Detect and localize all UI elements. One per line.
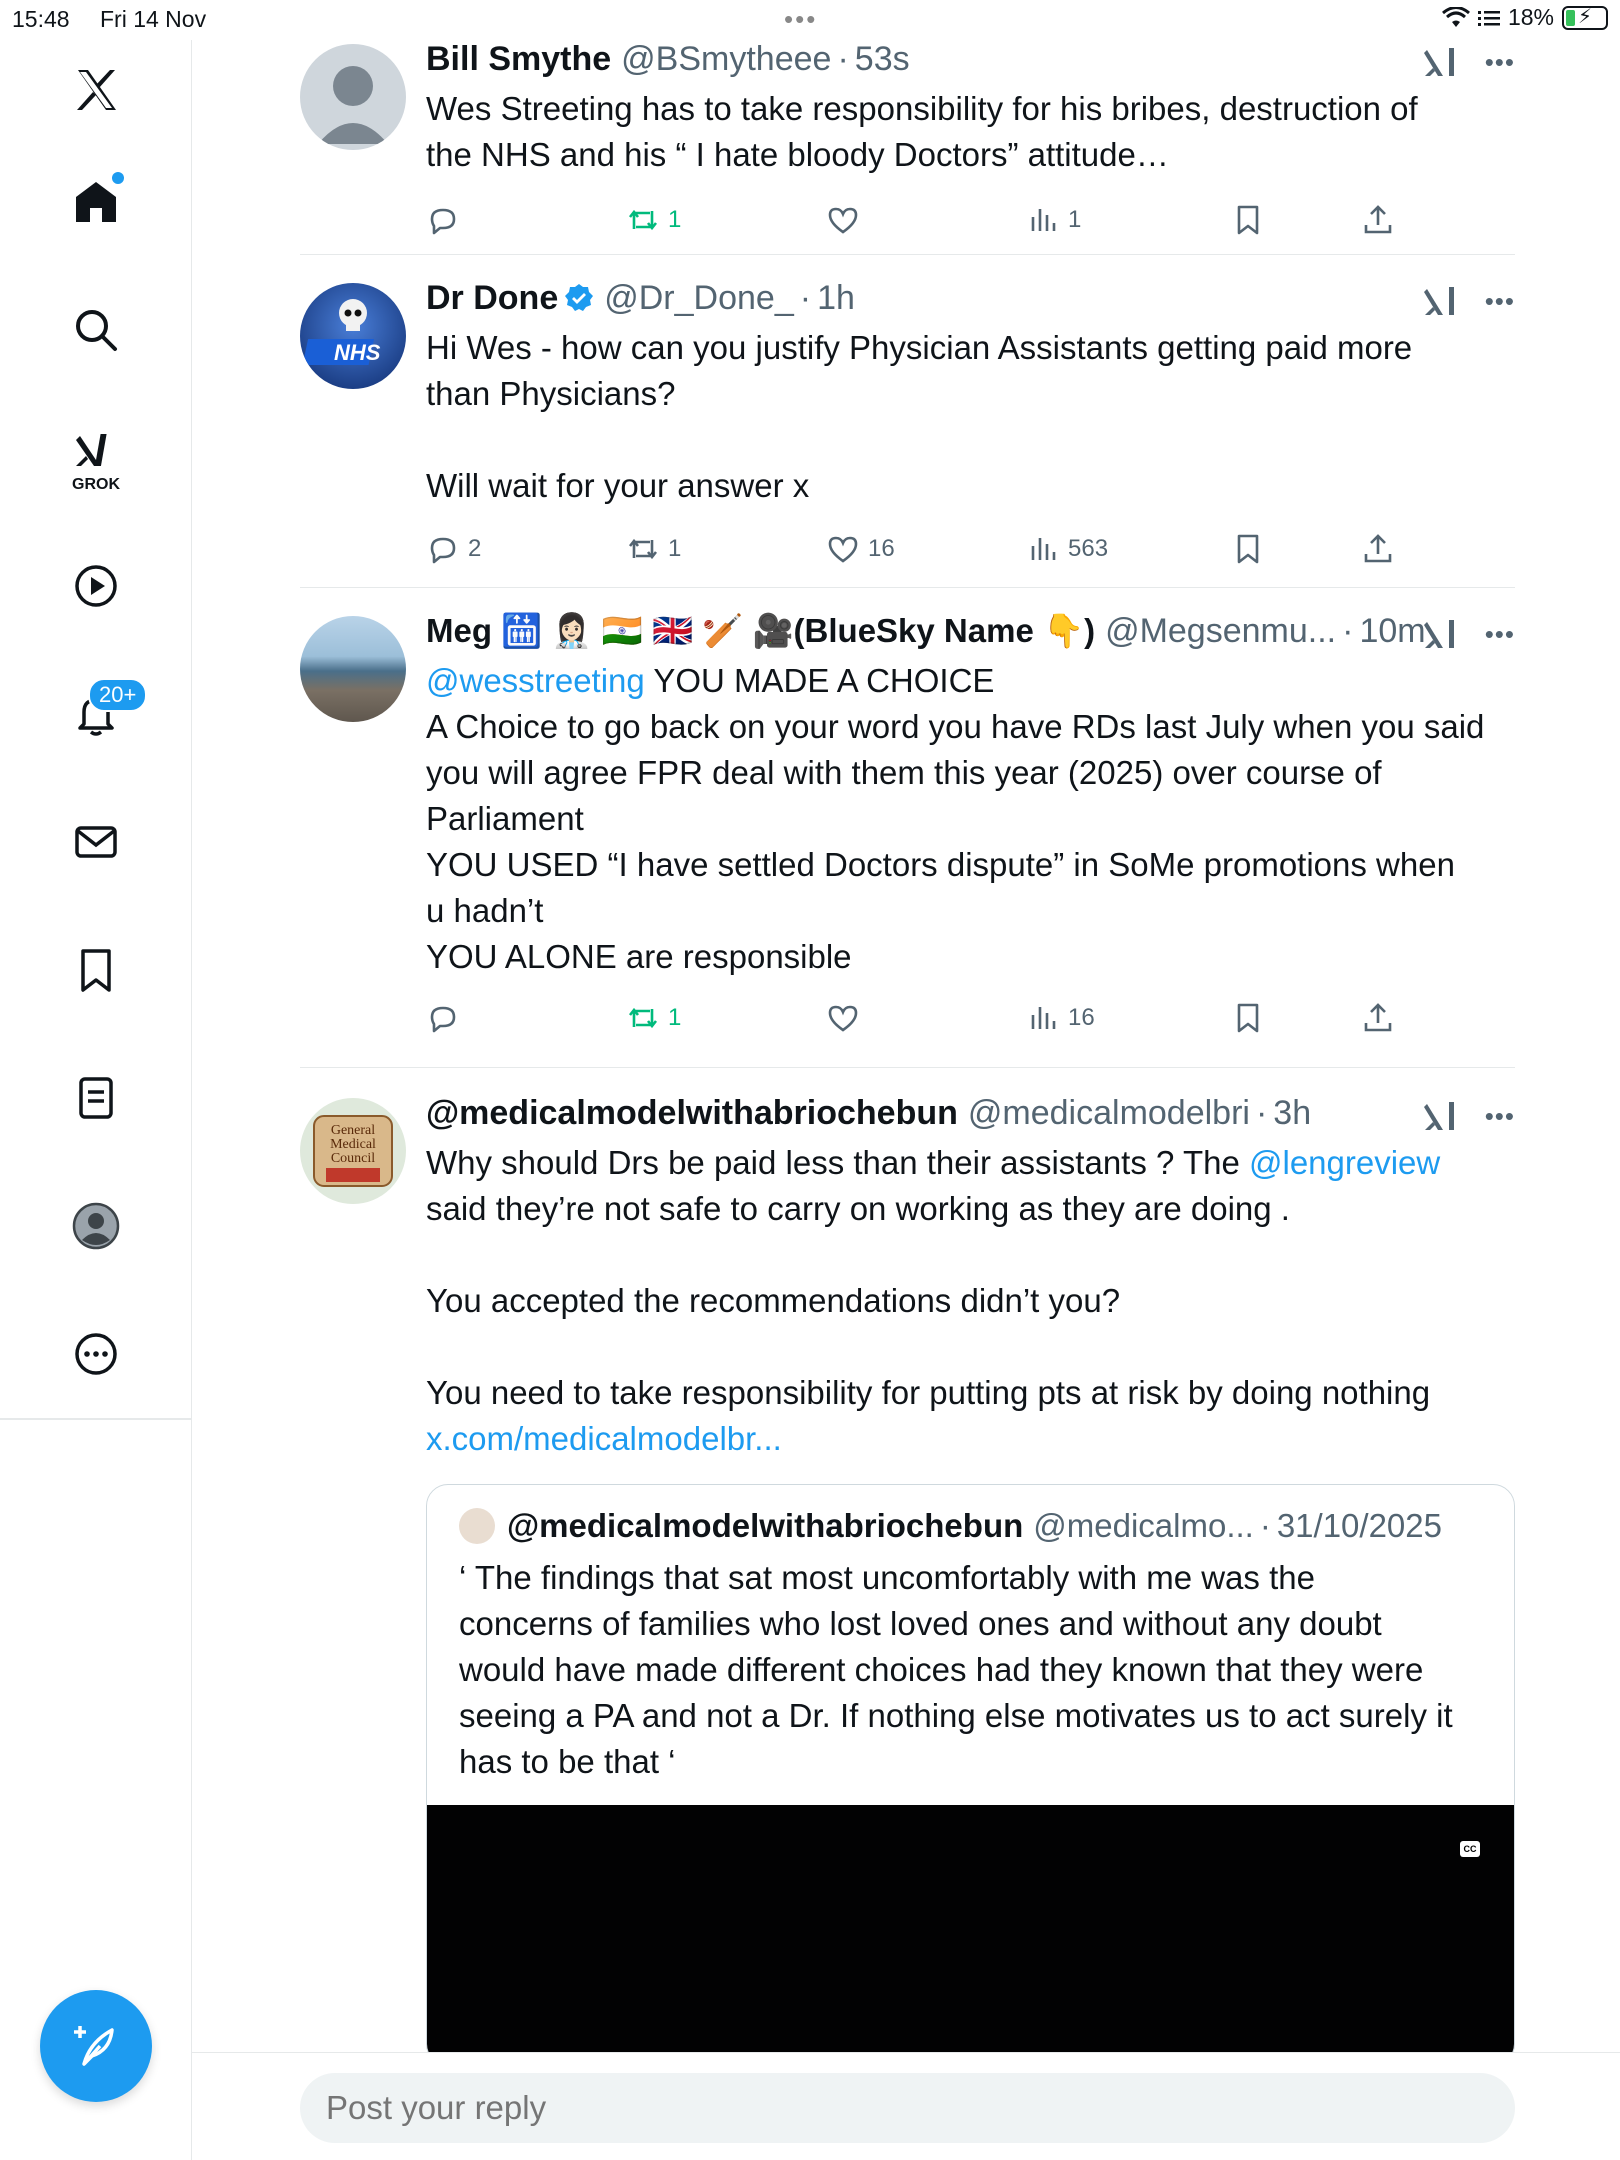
video-player[interactable] (427, 1805, 1514, 2065)
retweet-count: 1 (668, 206, 682, 233)
compose-button[interactable] (40, 1990, 152, 2102)
share-icon (1361, 532, 1395, 566)
avatar[interactable] (300, 44, 406, 150)
share-button[interactable] (1361, 203, 1395, 237)
share-button[interactable] (1361, 1001, 1395, 1035)
more-options-icon[interactable]: ••• (1484, 618, 1515, 649)
more-options-icon[interactable]: ••• (1484, 1100, 1515, 1131)
reply-icon (426, 532, 460, 566)
tweet-line: Parliament (426, 800, 584, 837)
quote-date: 31/10/2025 (1276, 1507, 1442, 1544)
quote-line: seeing a PA and not a Dr. If nothing else motivates us to act surely it (459, 1697, 1453, 1734)
tweet-text (426, 658, 1515, 980)
tweet-line (426, 1324, 1515, 1370)
tweet-line: u hadn’t (426, 892, 544, 929)
grok-explain-icon[interactable] (1423, 44, 1459, 80)
separator-dot: · (1342, 612, 1354, 650)
retweet-button[interactable] (626, 1001, 681, 1035)
tweet-header (426, 40, 1515, 86)
tweet-actions (426, 192, 1515, 248)
display-name[interactable]: Bill Smythe (426, 40, 612, 78)
views-button[interactable] (1026, 532, 1108, 566)
focus-list-icon (1478, 9, 1500, 27)
tweet-line: said they’re not safe to carry on working as they are doing . (426, 1190, 1290, 1227)
share-button[interactable] (1361, 532, 1395, 566)
views-button[interactable] (1026, 1001, 1095, 1035)
svg-text:General: General (330, 1123, 376, 1138)
reply-tweet[interactable] (300, 588, 1515, 1068)
tweet-line (426, 417, 1515, 463)
video-icon[interactable] (56, 546, 136, 626)
share-icon (1361, 1001, 1395, 1035)
tweet-line: YOU USED “I have settled Doctors dispute” in SoMe promotions when (426, 846, 1455, 883)
avatar[interactable] (300, 283, 406, 389)
mail-icon[interactable] (56, 802, 136, 882)
views-count: 16 (1068, 1004, 1095, 1031)
status-right (1442, 4, 1608, 31)
tweet-line: You need to take responsibility for putting pts at risk by doing nothing (426, 1374, 1431, 1411)
bookmark-icon[interactable] (56, 930, 136, 1010)
retweet-icon (626, 1001, 660, 1035)
external-link[interactable]: x.com/medicalmodelbr... (426, 1420, 782, 1457)
bookmark-icon (1231, 1001, 1265, 1035)
status-date: Fri 14 Nov (100, 6, 207, 32)
more-options-icon[interactable]: ••• (1484, 285, 1515, 316)
views-icon (1026, 1001, 1060, 1035)
timestamp[interactable]: 53s (854, 40, 910, 78)
bookmark-button[interactable] (1231, 532, 1265, 566)
tweet-line (426, 1140, 1515, 1186)
tweet-text (426, 325, 1515, 509)
sidebar (0, 40, 192, 2160)
svg-text:Council: Council (330, 1151, 376, 1166)
tweet-line: than Physicians? (426, 375, 676, 412)
grok-explain-icon[interactable] (1423, 1098, 1459, 1134)
grok-explain-icon[interactable] (1423, 283, 1459, 319)
bookmark-button[interactable] (1231, 1001, 1265, 1035)
quote-text (427, 1545, 1514, 1805)
verified-badge-icon (564, 283, 594, 313)
grok-label: GROK (72, 476, 120, 493)
profile-icon[interactable] (56, 1186, 136, 1266)
like-button[interactable] (826, 203, 860, 237)
heart-icon (826, 203, 860, 237)
multitasking-dots[interactable]: ••• (784, 4, 818, 34)
mention-link[interactable]: @lengreview (1248, 1144, 1441, 1181)
reply-icon (426, 1001, 460, 1035)
tweet-line (426, 658, 1515, 704)
quote-line: would have made different choices had they known that they were (459, 1651, 1424, 1688)
retweet-button[interactable] (626, 532, 681, 566)
views-icon (1026, 532, 1060, 566)
views-count: 1 (1068, 206, 1082, 233)
quote-line: has to be that ‘ (459, 1743, 676, 1780)
quote-header (427, 1485, 1514, 1545)
reply-input[interactable] (300, 2073, 1515, 2143)
grok-explain-icon[interactable] (1423, 616, 1459, 652)
reply-tweet[interactable] (300, 255, 1515, 588)
bookmark-icon (1231, 532, 1265, 566)
lists-icon[interactable] (56, 1058, 136, 1138)
avatar[interactable] (300, 1098, 406, 1204)
tweet-line-text: YOU MADE A CHOICE (644, 662, 995, 699)
tweet-line: Wes Streeting has to take responsibility for his bribes, destruction of (426, 90, 1418, 127)
views-button[interactable] (1026, 203, 1081, 237)
battery-percent: 18% (1507, 4, 1554, 30)
handle[interactable]: @medicalmodelbri (967, 1094, 1250, 1132)
heart-icon (826, 1001, 860, 1035)
reply-bar (192, 2052, 1620, 2160)
status-bar (0, 0, 1620, 40)
mention-link[interactable]: @wesstreeting (426, 662, 645, 699)
tweet-line: you will agree FPR deal with them this year (2025) over course of (426, 754, 1382, 791)
quote-line: ‘ The findings that sat most uncomfortably with me was the (459, 1559, 1315, 1596)
bookmark-icon (1231, 203, 1265, 237)
reply-feed (300, 40, 1515, 2068)
separator-dot: · (1255, 1094, 1268, 1132)
timestamp[interactable]: 10m (1359, 612, 1426, 650)
quote-line: concerns of families who lost loved ones and without any doubt (459, 1605, 1382, 1642)
notifications-badge: 20+ (88, 678, 147, 712)
reply-tweet[interactable] (300, 40, 1515, 255)
like-count: 16 (868, 535, 895, 562)
handle[interactable]: @Dr_Done_ (604, 279, 794, 317)
views-icon (1026, 203, 1060, 237)
like-button[interactable] (826, 1001, 860, 1035)
notifications-icon[interactable] (56, 674, 136, 754)
tweet-text (426, 86, 1515, 178)
reply-button[interactable] (426, 203, 460, 237)
tweet-header (426, 612, 1515, 658)
separator-dot: · (837, 40, 849, 78)
x-logo-icon[interactable] (56, 50, 136, 130)
timestamp[interactable]: 3h (1273, 1094, 1312, 1132)
reply-button[interactable] (426, 532, 481, 566)
tweet-text (426, 1140, 1515, 1462)
separator-dot: · (799, 279, 812, 317)
sidebar-divider (0, 1418, 192, 1420)
separator-dot: · (1259, 1507, 1271, 1544)
svg-text:Medical: Medical (330, 1137, 376, 1152)
like-button[interactable] (826, 532, 895, 566)
reply-count: 2 (468, 535, 482, 562)
search-icon[interactable] (56, 290, 136, 370)
display-name[interactable]: @medicalmodelwithabriochebun (426, 1094, 958, 1132)
tweet-header (426, 279, 1515, 325)
tweet-line: the NHS and his “ I hate bloody Doctors” attitude… (426, 136, 1169, 173)
quote-handle: @medicalmo... (1033, 1507, 1254, 1544)
tweet-line: You accepted the recommendations didn’t you? (426, 1282, 1121, 1319)
reply-icon (426, 203, 460, 237)
reply-button[interactable] (426, 1001, 460, 1035)
battery-icon: ⚡ (1562, 6, 1608, 30)
tweet-line (426, 1232, 1515, 1278)
retweet-icon (626, 203, 660, 237)
retweet-count: 1 (668, 1004, 682, 1031)
more-options-icon[interactable]: ••• (1484, 46, 1515, 77)
tweet-header (426, 1094, 1515, 1140)
timestamp[interactable]: 1h (817, 279, 855, 317)
handle[interactable]: @Megsenmu... (1105, 612, 1337, 650)
views-count: 563 (1068, 535, 1109, 562)
more-icon[interactable] (56, 1314, 136, 1394)
handle[interactable]: @BSmytheee (621, 40, 832, 78)
retweet-icon (626, 532, 660, 566)
status-time: 15:48 (12, 6, 70, 32)
grok-icon[interactable] (56, 418, 136, 498)
tweet-actions (426, 990, 1515, 1046)
home-unread-dot (112, 172, 124, 184)
svg-text:NHS: NHS (334, 340, 381, 365)
tweet-line: Will wait for your answer x (426, 467, 810, 504)
home-icon[interactable] (56, 162, 136, 242)
captions-icon[interactable]: CC (1460, 1841, 1480, 1857)
retweet-count: 1 (668, 535, 682, 562)
bookmark-button[interactable] (1231, 203, 1265, 237)
quote-display-name: @medicalmodelwithabriochebun (507, 1507, 1024, 1544)
avatar[interactable] (300, 616, 406, 722)
reply-tweet[interactable] (300, 1068, 1515, 2068)
tweet-line: Hi Wes - how can you justify Physician Assistants getting paid more (426, 329, 1413, 366)
display-name[interactable]: Meg 🛗 👩🏻‍⚕️ 🇮🇳 🇬🇧 🏏 🎥(BlueSky Name 👇) (426, 612, 1096, 649)
compose-feather-icon (70, 2020, 122, 2072)
wifi-icon (1442, 7, 1470, 29)
share-icon (1361, 203, 1395, 237)
heart-icon (826, 532, 860, 566)
quote-avatar (459, 1508, 495, 1544)
tweet-line: YOU ALONE are responsible (426, 938, 852, 975)
tweet-line-text: Why should Drs be paid less than their assistants ? The (426, 1144, 1249, 1181)
quoted-tweet[interactable] (426, 1484, 1515, 2066)
display-name[interactable]: Dr Done (426, 279, 559, 317)
tweet-actions (426, 521, 1515, 577)
tweet-line: A Choice to go back on your word you have RDs last July when you said (426, 708, 1485, 745)
retweet-button[interactable] (626, 203, 681, 237)
